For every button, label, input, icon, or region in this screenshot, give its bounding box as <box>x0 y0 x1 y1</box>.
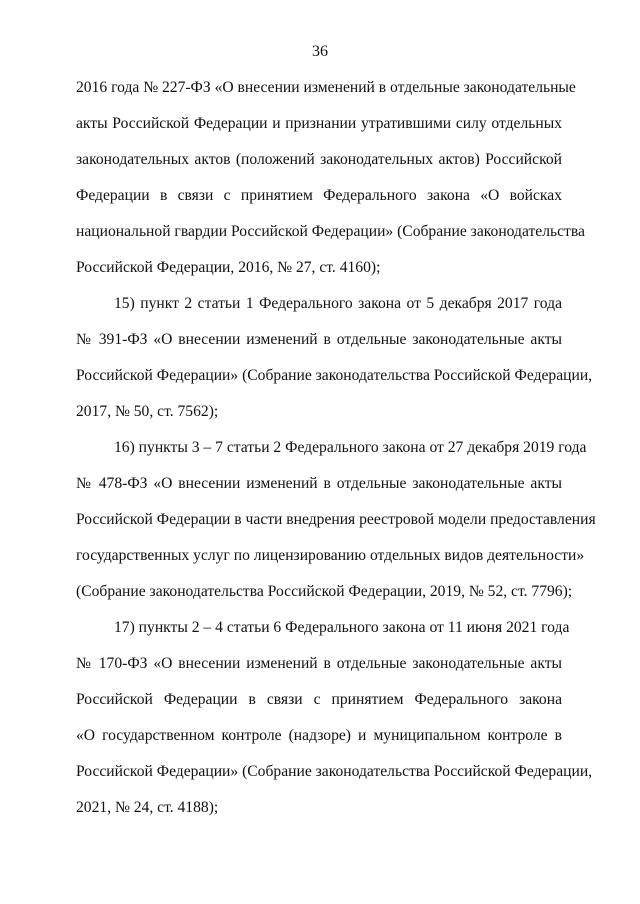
text-line: Российской Федерации» (Собрание законодательства Российской Федерации, <box>76 763 593 780</box>
text-line: Федерации в связи с принятием Федерального закона «О войсках <box>76 187 562 204</box>
text-line: 2021, № 24, ст. 4188); <box>76 799 219 816</box>
text-line: национальной гвардии Российской Федерации» (Собрание законодательства <box>76 223 585 240</box>
text-line: (Собрание законодательства Российской Федерации, 2019, № 52, ст. 7796); <box>76 583 573 600</box>
text-line: Российской Федерации, 2016, № 27, ст. 4160); <box>76 259 381 276</box>
text-line: № 478-ФЗ «О внесении изменений в отдельные законодательные акты <box>76 475 562 492</box>
text-line: законодательных актов (положений законодательных актов) Российской <box>76 151 562 168</box>
text-line: № 391-ФЗ «О внесении изменений в отдельные законодательные акты <box>76 331 562 348</box>
text-line: Российской Федерации в части внедрения реестровой модели предоставления <box>76 511 596 528</box>
text-line: 2016 года № 227-ФЗ «О внесении изменений в отдельные законодательные <box>76 79 576 96</box>
list-item-17-first-line: 17) пункты 2 – 4 статьи 6 Федерального закона от 11 июня 2021 года <box>114 619 570 636</box>
page-number: 36 <box>312 43 328 60</box>
text-line: № 170-ФЗ «О внесении изменений в отдельные законодательные акты <box>76 655 562 672</box>
text-line: «О государственном контроле (надзоре) и муниципальном контроле в <box>76 727 562 744</box>
text-line: Российской Федерации» (Собрание законодательства Российской Федерации, <box>76 367 593 384</box>
list-item-16-first-line: 16) пункты 3 – 7 статьи 2 Федерального закона от 27 декабря 2019 года <box>114 439 587 456</box>
text-line: 2017, № 50, ст. 7562); <box>76 403 219 420</box>
list-item-15-first-line: 15) пункт 2 статьи 1 Федерального закона от 5 декабря 2017 года <box>114 295 562 312</box>
text-line: Российской Федерации в связи с принятием Федерального закона <box>76 691 562 708</box>
text-line: акты Российской Федерации и признании утратившими силу отдельных <box>76 115 562 132</box>
text-line: государственных услуг по лицензированию отдельных видов деятельности» <box>76 547 585 564</box>
